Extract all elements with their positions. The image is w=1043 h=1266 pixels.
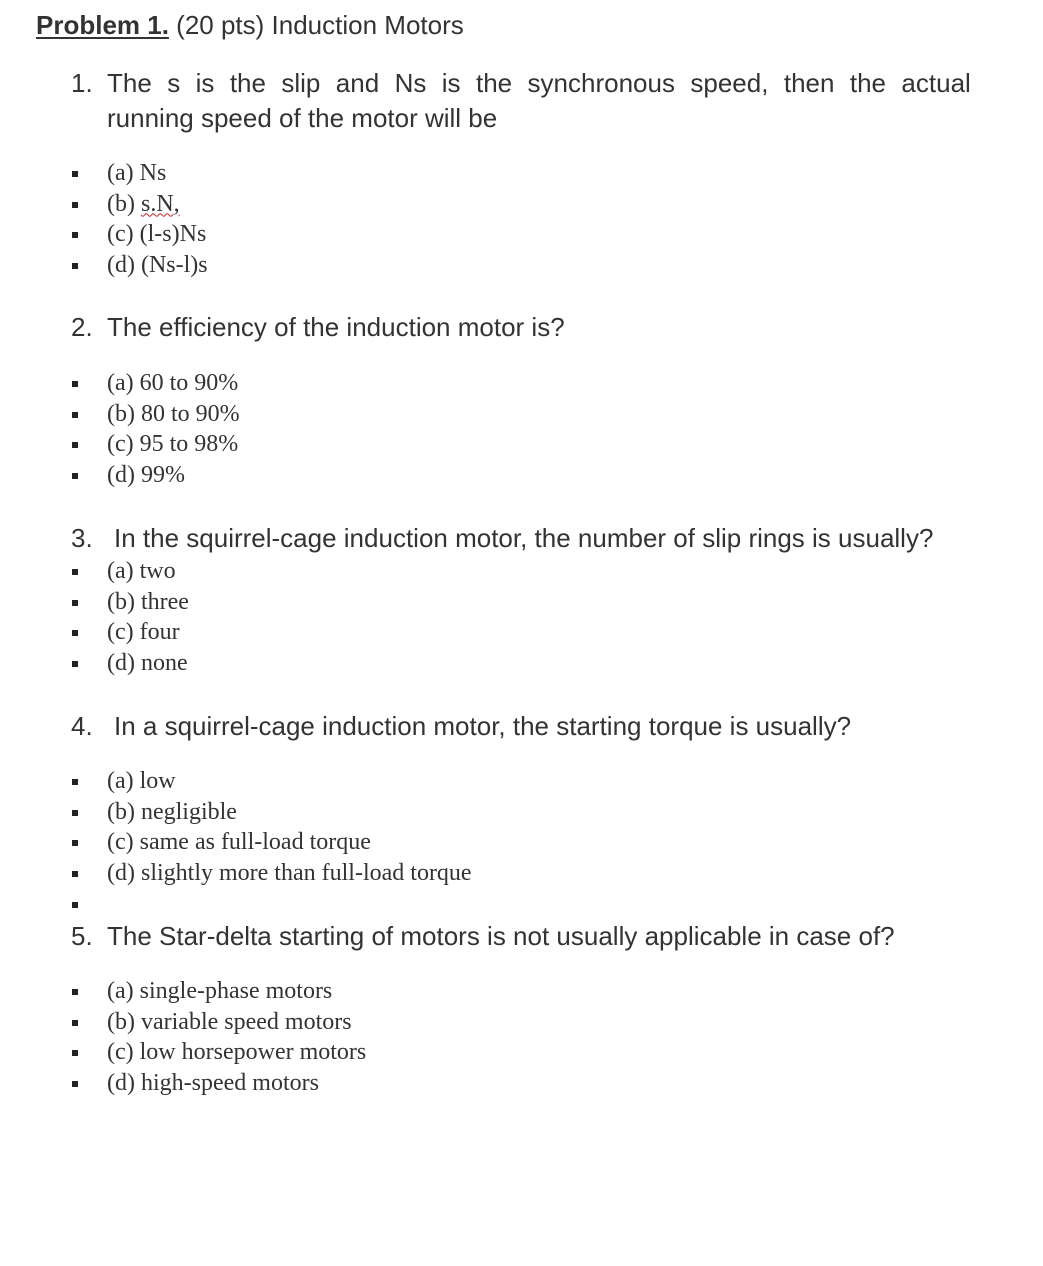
square-bullet-icon [72,1081,78,1087]
question-1-line-2: running speed of the motor will be [107,103,498,133]
option-text: (d) 99% [107,461,185,488]
option-text: (d) none [107,649,188,676]
option-text: (c) 95 to 98% [107,431,239,457]
question-3 [71,521,933,556]
question-4 [71,709,851,744]
square-bullet-icon [72,232,78,238]
q1-word: The [107,68,152,98]
spellcheck-flagged-text: s.N, [140,190,180,217]
q1-word: then [783,68,835,98]
option-text: (b) variable speed motors [107,1008,352,1035]
square-bullet-icon [72,442,78,448]
question-3-text: In the squirrel-cage induction motor, the number of slip rings is usually? [114,523,934,553]
option-text: (c) four [107,619,180,645]
q1-word: s [167,68,181,98]
question-4-text: In a squirrel-cage induction motor, the starting torque is usually? [114,711,852,741]
problem-heading [36,8,464,42]
question-5 [71,919,895,954]
question-2-text: The efficiency of the induction motor is? [107,312,565,342]
option-text: (d) high-speed motors [107,1069,319,1096]
square-bullet-icon [72,171,78,177]
question-3-number: 3. [71,523,93,553]
problem-label: Problem 1. [36,10,169,40]
q1-word: the [475,68,513,98]
question-1 [71,66,971,136]
q1-word: speed, [690,68,769,98]
question-1-number: 1. [71,68,93,98]
square-bullet-icon [72,569,78,575]
option-text: (b) three [107,588,189,615]
option-text: (c) (l-s)Ns [107,221,207,247]
question-4-number: 4. [71,711,93,741]
option-b-prefix: (b) [107,190,141,217]
option-text: (c) low horsepower motors [107,1039,367,1065]
q1-word: Ns [394,68,427,98]
square-bullet-icon [72,473,78,479]
option-text: (d) (Ns-l)s [107,251,208,278]
question-5-text: The Star-delta starting of motors is not usually applicable in case of? [107,921,895,951]
square-bullet-icon [72,810,78,816]
q1-word: the [229,68,266,98]
option-text: (a) single-phase motors [107,978,333,1004]
problem-title: (20 pts) Induction Motors [176,10,464,40]
square-bullet-icon [72,871,78,877]
q1-word: actual [901,68,971,98]
option-text: (d) slightly more than full-load torque [107,859,472,886]
q1-word: is [441,68,461,98]
option-text [107,189,180,220]
square-bullet-icon [72,263,78,269]
square-bullet-icon [72,779,78,785]
square-bullet-icon [72,381,78,387]
square-bullet-icon [72,989,78,995]
square-bullet-icon [72,661,78,667]
question-5-number: 5. [71,921,93,951]
empty-bullet-icon [72,902,78,908]
option-text: (b) negligible [107,798,237,825]
option-text: (b) 80 to 90% [107,400,240,427]
q1-word: the [849,68,887,98]
q1-word: synchronous [527,68,675,98]
question-1-line-1 [71,66,971,101]
q1-word: is [195,68,215,98]
q1-word: and [335,68,380,98]
option-text: (a) 60 to 90% [107,370,239,396]
option-text: (c) same as full-load torque [107,829,371,855]
question-2 [71,310,565,345]
option-text: (a) low [107,768,176,794]
q1-word: slip [281,68,321,98]
square-bullet-icon [72,202,78,208]
option-text: (a) Ns [107,160,167,186]
square-bullet-icon [72,1050,78,1056]
square-bullet-icon [72,840,78,846]
square-bullet-icon [72,1020,78,1026]
square-bullet-icon [72,630,78,636]
square-bullet-icon [72,600,78,606]
square-bullet-icon [72,412,78,418]
option-text: (a) two [107,558,176,584]
question-2-number: 2. [71,312,93,342]
